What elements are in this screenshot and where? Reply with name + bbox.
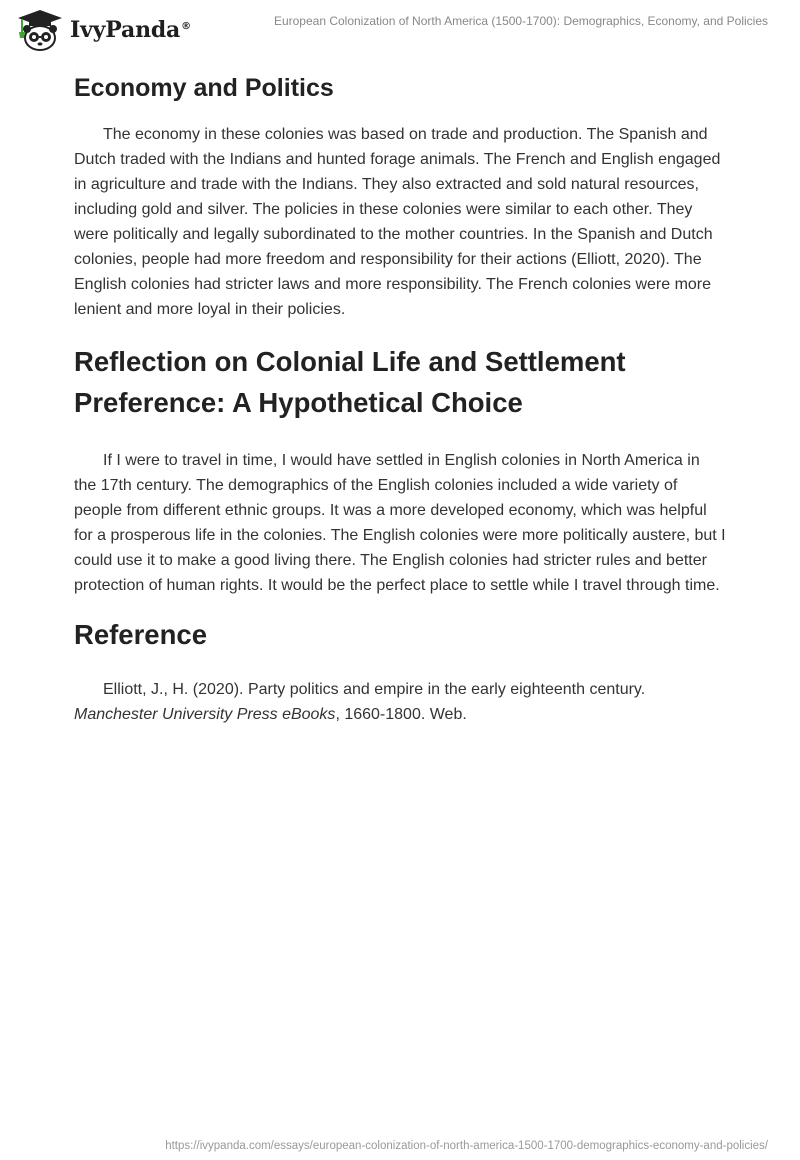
reference-text: Elliott, J., H. (2020). Party politics and empire in the early eighteenth century. [103, 681, 646, 698]
panda-graduate-icon [16, 8, 64, 52]
section-paragraph-economy: The economy in these colonies was based on trade and production. The Spanish and Dutch traded with the Indians and hunted forage animals. The French and English engaged in agriculture and trade with the Indians. They also extracted and sold natural resources, including gold and silver. The policies in these colonies were similar to each other. They were politically and legally subordinated to the mother countries. In the Spanish and Dutch colonies, people had more freedom and responsibility for their actions (Elliott, 2020). The English colonies had stricter laws and more responsibility. The French colonies were more lenient and more loyal in their policies. [74, 126, 721, 318]
section-paragraph-reflection: If I were to travel in time, I would have settled in English colonies in North America in the 17th century. The demographics of the English colonies included a wide variety of people from different ethnic groups. It was a more developed economy, which was helpful for a prosperous life in the colonies. The English colonies were more politically austere, but I could use it to make a good living there. The English colonies had stricter rules and better protection of human rights. It would be the perfect place to settle while I travel through time. [74, 452, 726, 594]
section-heading-reflection: Reflection on Colonial Life and Settlement Preference: A Hypothetical Choice [74, 346, 626, 418]
document-title: European Colonization of North America (1500-1700): Demographics, Economy, and Policies [273, 14, 768, 28]
reference-tail: , 1660-1800. Web. [335, 706, 467, 723]
reference-entry [74, 677, 726, 727]
footer-url[interactable]: https://ivypanda.com/essays/european-colonization-of-north-america-1500-1700-demographics-economy-and-policies/ [165, 1140, 768, 1152]
essay-content [74, 72, 726, 727]
page-header [0, 0, 800, 62]
logo-text: IvyPanda® [70, 17, 191, 43]
section-heading-economy: Economy and Politics [74, 74, 334, 102]
ivypanda-logo[interactable] [16, 8, 191, 52]
reference-source: Manchester University Press eBooks [74, 706, 336, 723]
section-heading-reference: Reference [74, 619, 207, 650]
